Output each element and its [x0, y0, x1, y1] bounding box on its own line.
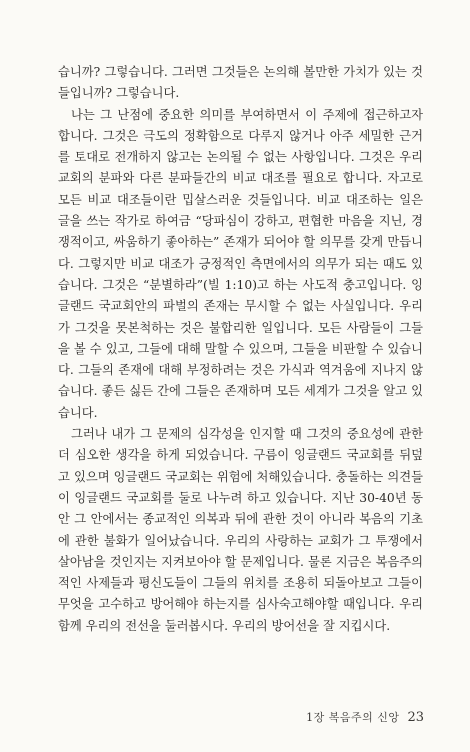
- paragraph-seriousness: 그러나 내가 그 문제의 심각성을 인지할 때 그것의 중요성에 관한 더 심오한 생각을 하게 되었습니다. 구름이 잉글랜드 국교회를 뒤덮고 있으며 잉글랜드 국교회는 위험에 처해있습니다. 충돌하는 의견들이 잉글랜드 국교회를 둘로 나누려 하고 있습니다. 지난 30-40년 동안 그 안에서는 종교적인 의복과 뒤에 관한 것이 아니라 복음의 기초에 관한 불화가 일어났습니다. 우리의 사랑하는 교회가 그 투쟁에서 살아남을 것인지는 지켜보아야 할 문제입니다. 물론 지금은 복음주의적인 사제들과 평신도들이 그들의 위치를 조용히 되돌아보고 그들이 무엇을 고수하고 방어해야 하는지를 심사숙고해야할 때입니다. 우리 함께 우리의 전선을 둘러봅시다. 우리의 방어선을 잘 지킵시다.: [58, 427, 423, 633]
- body-text: [58, 62, 423, 637]
- page-footer: [306, 706, 424, 725]
- page-number: 23: [407, 710, 424, 725]
- paragraph-approach: 나는 그 난점에 중요한 의미를 부여하면서 이 주제에 접근하고자 합니다. 그것은 극도의 정확함으로 다루지 않거나 아주 세밀한 근거를 토대로 전개하지 않고는 논의될 수 없는 사항입니다. 그것은 우리 교회의 분파와 다른 분파들간의 비교 대조를 필요로 합니다. 자고로 모든 비교 대조들이란 밉살스러운 것들입니다. 비교 대조하는 일은 글을 쓰는 작가로 하여금 “당파심이 강하고, 편협한 마음을 지닌, 경쟁적이고, 싸움하기 좋아하는” 존재가 되어야 할 의무를 갖게 만듭니다. 그렇지만 비교 대조가 긍정적인 측면에서의 의무가 되는 때도 있습니다. 그것은 “분별하라”(빌 1:10)고 하는 사도적 충고입니다. 잉글랜드 국교회안의 파벌의 존재는 무시할 수 없는 사실입니다. 우리가 그것을 못본척하는 것은 불합리한 일입니다. 모든 사람들이 그들을 볼 수 있고, 그들에 대해 말할 수 있으며, 그들을 비판할 수 있습니다. 그들의 존재에 대해 부정하려는 것은 가식과 역겨움에 지나지 않습니다. 좋든 싫든 간에 그들은 존재하며 모든 세계가 그것을 알고 있습니다.: [58, 107, 423, 420]
- paragraph-continuation: 습니까? 그렇습니다. 그러면 그것들은 논의해 볼만한 가치가 있는 것들입니까? 그렇습니다.: [58, 65, 423, 101]
- chapter-title: 1장 복음주의 신앙: [306, 711, 400, 724]
